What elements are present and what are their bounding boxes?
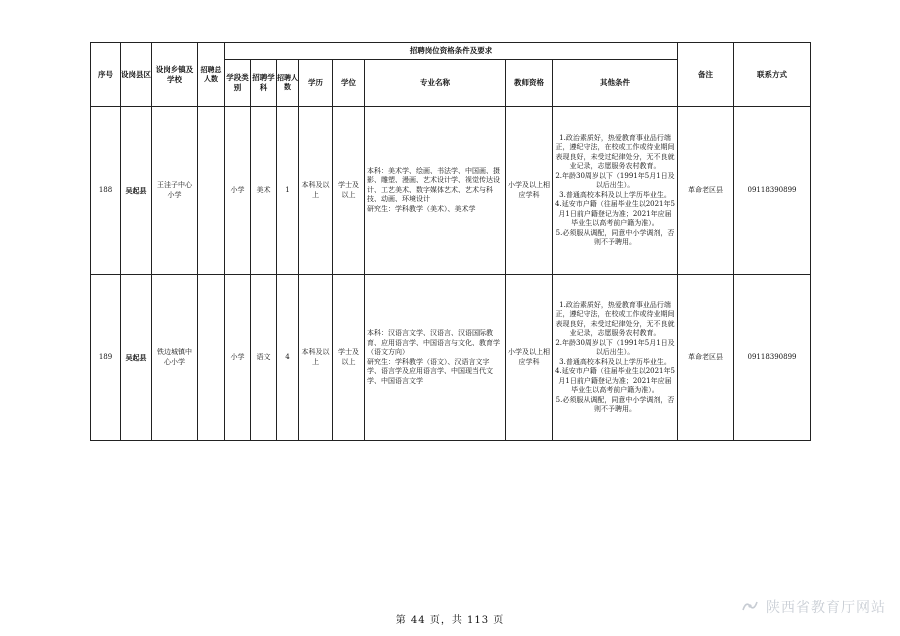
- cell-subject: 语文: [251, 275, 277, 441]
- cell-degree: 学士及以上: [333, 275, 365, 441]
- condition-item: 5.必须服从调配，同意中小学调剂，否则不予聘用。: [555, 228, 675, 246]
- cell-contact: 09118390899: [734, 107, 811, 275]
- condition-item: 1.政治素质好，热爱教育事业品行端正，遵纪守法，在校或工作或待业期间表现良好，未受过纪律处分，无不良就业记录，志愿服务农村教育。: [555, 133, 675, 170]
- condition-item: 5.必须服从调配，同意中小学调剂，否则不予聘用。: [555, 395, 675, 413]
- header-major: 专业名称: [365, 60, 506, 107]
- recruitment-table: [90, 42, 811, 441]
- cell-teacher-cert: 小学及以上相应学科: [506, 107, 553, 275]
- condition-item: 2.年龄30周岁以下（1991年5月1日及以后出生）。: [555, 338, 675, 356]
- cell-major: [365, 107, 506, 275]
- cell-other-conditions: [553, 107, 678, 275]
- cell-contact: 09118390899: [734, 275, 811, 441]
- cell-total: [198, 275, 225, 441]
- cell-remark: 革命老区县: [678, 107, 734, 275]
- cell-stage: 小学: [225, 107, 251, 275]
- condition-item: 4.延安市户籍（往届毕业生以2021年5月1日前户籍登记为准；2021年应届毕业生以高考前户籍为准）。: [555, 367, 675, 394]
- major-graduate: 研究生：学科教学（美术）、美术学: [367, 204, 476, 213]
- header-school: 设岗乡镇及学校: [152, 43, 198, 107]
- header-education: 学历: [299, 60, 333, 107]
- header-seq: 序号: [91, 43, 121, 107]
- cell-count: 4: [277, 275, 299, 441]
- major-graduate: 研究生：学科教学（语文）、汉语言文字学、语言学及应用语言学、中国现当代文学、中国语言文学: [367, 357, 493, 385]
- header-other: 其他条件: [553, 60, 678, 107]
- watermark-text: 陕西省教育厅网站: [766, 600, 886, 616]
- cell-remark: 革命老区县: [678, 275, 734, 441]
- header-stage: 学段类别: [225, 60, 251, 107]
- header-count: 招聘人数: [277, 60, 299, 107]
- cell-stage: 小学: [225, 275, 251, 441]
- header-subject: 招聘学科: [251, 60, 277, 107]
- cell-subject: 美术: [251, 107, 277, 275]
- condition-item: 4.延安市户籍（往届毕业生以2021年5月1日前户籍登记为准；2021年应届毕业生以高考前户籍为准）。: [555, 200, 675, 227]
- condition-item: 2.年龄30周岁以下（1991年5月1日及以后出生）。: [555, 171, 675, 189]
- cell-school: 铁边城镇中心小学: [152, 275, 198, 441]
- table-row: [91, 275, 811, 441]
- header-teacher-cert: 教师资格: [506, 60, 553, 107]
- cell-education: 本科及以上: [299, 107, 333, 275]
- header-remark: 备注: [678, 43, 734, 107]
- cell-seq: 189: [91, 275, 121, 441]
- document-sheet: [90, 42, 810, 441]
- header-county: 设岗县区: [121, 43, 152, 107]
- cell-other-conditions: [553, 275, 678, 441]
- cell-degree: 学士及以上: [333, 107, 365, 275]
- condition-item: 1.政治素质好，热爱教育事业品行端正，遵纪守法，在校或工作或待业期间表现良好，未受过纪律处分，无不良就业记录，志愿服务农村教育。: [555, 300, 675, 337]
- cell-major: [365, 275, 506, 441]
- header-total: 招聘总人数: [198, 43, 225, 107]
- cell-education: 本科及以上: [299, 275, 333, 441]
- header-row-1: [91, 43, 811, 60]
- condition-item: 3.普通高校本科及以上学历毕业生。: [559, 190, 671, 199]
- condition-item: 3.普通高校本科及以上学历毕业生。: [559, 357, 671, 366]
- cell-county: 吴起县: [121, 275, 152, 441]
- header-requirements-group: 招聘岗位资格条件及要求: [225, 43, 678, 60]
- logo-icon: [742, 600, 758, 616]
- major-undergrad: 本科：美术学、绘画、书法学、中国画、摄影、雕塑、漫画、艺术设计学、视觉传达设计、工艺美术、数字媒体艺术、艺术与科技、动画、环境设计: [367, 166, 500, 204]
- cell-total: [198, 107, 225, 275]
- cell-count: 1: [277, 107, 299, 275]
- cell-seq: 188: [91, 107, 121, 275]
- cell-school: 王洼子中心小学: [152, 107, 198, 275]
- cell-county: 吴起县: [121, 107, 152, 275]
- header-degree: 学位: [333, 60, 365, 107]
- table-row: [91, 107, 811, 275]
- cell-teacher-cert: 小学及以上相应学科: [506, 275, 553, 441]
- page-number: 第 44 页，共 113 页: [395, 615, 505, 626]
- watermark: [742, 597, 886, 617]
- header-contact: 联系方式: [734, 43, 811, 107]
- major-undergrad: 本科：汉语言文学、汉语言、汉语国际教育、应用语言学、中国语言与文化、教育学（语文方向）: [367, 329, 500, 356]
